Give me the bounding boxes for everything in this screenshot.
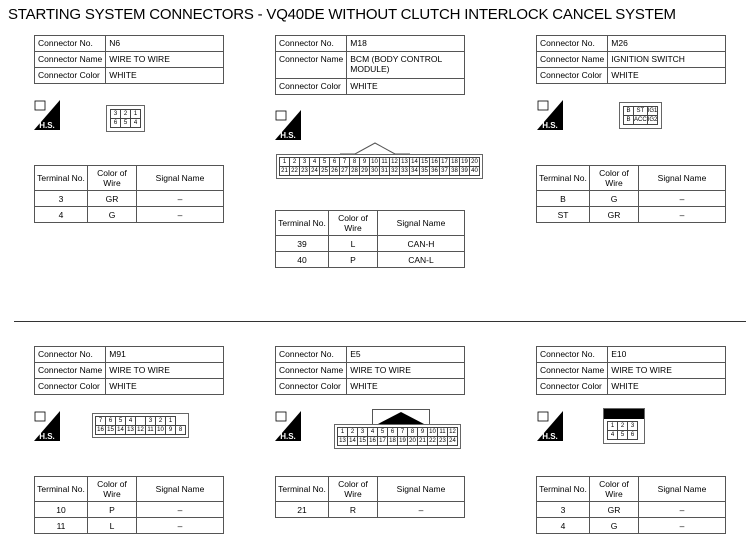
pin: 1 (166, 417, 176, 426)
wire-color: R (329, 502, 378, 518)
connector-name-label: Connector Name (537, 363, 608, 379)
pin: 14 (117, 427, 124, 433)
pin: 16 (97, 427, 104, 433)
pin: 8 (176, 426, 186, 435)
signal-name-header: Signal Name (378, 211, 465, 236)
pin: 18 (451, 159, 458, 165)
section-divider (14, 321, 746, 322)
connector-face-m18 (276, 154, 483, 179)
pin: 22 (291, 168, 298, 174)
pin: 31 (381, 168, 388, 174)
harness-side-icon (34, 100, 60, 130)
terminal-no: 21 (276, 502, 329, 518)
signal-name: – (639, 502, 726, 518)
connector-info-table (275, 346, 465, 395)
connector-no-value: M91 (106, 347, 224, 363)
pin: 6 (111, 119, 121, 128)
wire-color: GR (590, 207, 639, 223)
connector-color-label: Connector Color (276, 379, 347, 395)
pin-grid (95, 416, 186, 435)
pin: IG2 (647, 117, 658, 123)
connector-face-n6 (106, 105, 145, 132)
table-row (35, 207, 224, 223)
pin: 37 (441, 168, 448, 174)
connector-no-value: E10 (608, 347, 726, 363)
signal-name-header: Signal Name (378, 477, 465, 502)
terminal-table-m91 (34, 476, 224, 534)
pin: 11 (439, 429, 446, 435)
pin: 38 (451, 168, 458, 174)
pin: 23 (439, 438, 446, 444)
connector-info-table (34, 346, 224, 395)
pin: 6 (388, 428, 398, 437)
terminal-no: 11 (35, 518, 88, 534)
pin: B (624, 107, 634, 116)
pin: 30 (371, 168, 378, 174)
connector-no-value: M26 (608, 36, 726, 52)
pin: 4 (126, 417, 136, 426)
table-row (537, 207, 726, 223)
connector-block-m91 (34, 346, 224, 395)
signal-name-header: Signal Name (639, 166, 726, 191)
pin: 29 (361, 168, 368, 174)
pin-grid (110, 109, 141, 128)
harness-side-icon (537, 100, 563, 130)
pin-grid (279, 157, 480, 176)
pin: 15 (421, 159, 428, 165)
pin: 6 (628, 431, 638, 440)
wire-color: P (329, 252, 378, 268)
wire-color: GR (590, 502, 639, 518)
connector-name-value: WIRE TO WIRE (106, 363, 224, 379)
connector-color-label: Connector Color (537, 68, 608, 84)
terminal-table-n6 (34, 165, 224, 223)
pin: 14 (349, 438, 356, 444)
pin: 7 (398, 428, 408, 437)
signal-name: – (137, 502, 224, 518)
connector-no-label: Connector No. (35, 347, 106, 363)
harness-side-icon (537, 411, 563, 441)
pin: 13 (401, 159, 408, 165)
pin: 3 (628, 422, 638, 431)
table-row (276, 252, 465, 268)
pin: 10 (371, 159, 378, 165)
connector-name-value: WIRE TO WIRE (106, 52, 224, 68)
pin: 8 (350, 158, 360, 167)
connector-face-m91 (92, 413, 189, 438)
connector-color-label: Connector Color (35, 68, 106, 84)
connector-block-e5 (275, 346, 465, 395)
pin: 2 (290, 158, 300, 167)
connector-name-label: Connector Name (537, 52, 608, 68)
pin: 3 (300, 158, 310, 167)
pin: 15 (359, 438, 366, 444)
pin: 33 (401, 168, 408, 174)
pin: 28 (351, 168, 358, 174)
connector-latch (340, 141, 410, 155)
pin: 10 (157, 427, 164, 433)
connector-latch (604, 409, 644, 419)
pin: 24 (311, 168, 318, 174)
hs-label: H.S. (542, 432, 558, 441)
connector-no-label: Connector No. (35, 36, 106, 52)
connector-info-table (34, 35, 224, 84)
terminal-no-header: Terminal No. (537, 477, 590, 502)
pin: 11 (381, 159, 388, 165)
terminal-no-header: Terminal No. (35, 477, 88, 502)
pin: 39 (461, 168, 468, 174)
pin: 5 (320, 158, 330, 167)
pin: 3 (111, 110, 121, 119)
pin: 21 (281, 168, 288, 174)
pin: 32 (391, 168, 398, 174)
table-row (537, 518, 726, 534)
terminal-no-header: Terminal No. (35, 166, 88, 191)
terminal-no: 3 (35, 191, 88, 207)
pin: 11 (147, 427, 154, 433)
pin: 15 (107, 427, 114, 433)
pin: 2 (618, 422, 628, 431)
connector-name-label: Connector Name (35, 52, 106, 68)
pin: 5 (116, 417, 126, 426)
signal-name: – (639, 191, 726, 207)
harness-side-icon (34, 411, 60, 441)
pin: 1 (280, 158, 290, 167)
pin: 17 (441, 159, 448, 165)
pin (136, 417, 146, 426)
connector-color-value: WHITE (608, 68, 726, 84)
connector-name-value: WIRE TO WIRE (608, 363, 726, 379)
pin: 4 (310, 158, 320, 167)
hs-label: H.S. (39, 432, 55, 441)
wire-color: G (88, 207, 137, 223)
pin: 8 (408, 428, 418, 437)
pin: 2 (348, 428, 358, 437)
connector-block-n6 (34, 35, 224, 84)
pin: 24 (449, 438, 456, 444)
harness-side-icon (275, 110, 301, 140)
pin: ST (634, 107, 648, 116)
pin: 6 (106, 417, 116, 426)
pin: 36 (431, 168, 438, 174)
signal-name: – (378, 502, 465, 518)
connector-color-value: WHITE (608, 379, 726, 395)
connector-color-value: WHITE (106, 68, 224, 84)
terminal-no: 39 (276, 236, 329, 252)
terminal-table-m26 (536, 165, 726, 223)
terminal-table-e5 (275, 476, 465, 518)
connector-name-value: IGNITION SWITCH (608, 52, 726, 68)
pin: 4 (368, 428, 378, 437)
pin: 12 (391, 159, 398, 165)
terminal-no: 3 (537, 502, 590, 518)
signal-name: CAN-H (378, 236, 465, 252)
table-row (35, 502, 224, 518)
connector-no-label: Connector No. (276, 347, 347, 363)
connector-color-label: Connector Color (35, 379, 106, 395)
connector-color-value: WHITE (347, 379, 465, 395)
connector-latch (372, 409, 430, 425)
pin: 26 (331, 168, 338, 174)
connector-no-label: Connector No. (537, 347, 608, 363)
pin: 40 (471, 168, 478, 174)
terminal-table-e10 (536, 476, 726, 534)
signal-name: – (137, 207, 224, 223)
pin: 27 (341, 168, 348, 174)
terminal-no-header: Terminal No. (537, 166, 590, 191)
terminal-no-header: Terminal No. (276, 211, 329, 236)
connector-block-m18 (275, 35, 465, 95)
table-row (276, 236, 465, 252)
pin: 7 (340, 158, 350, 167)
table-row (276, 502, 465, 518)
connector-info-table (536, 346, 726, 395)
terminal-no: 4 (35, 207, 88, 223)
pin: 5 (618, 431, 628, 440)
signal-name-header: Signal Name (137, 477, 224, 502)
pin: 3 (358, 428, 368, 437)
pin: 9 (166, 426, 176, 435)
connector-name-value: BCM (BODY CONTROL MODULE) (347, 52, 465, 79)
pin: 19 (399, 438, 406, 444)
signal-name: CAN-L (378, 252, 465, 268)
table-row (35, 191, 224, 207)
connector-name-label: Connector Name (276, 52, 347, 79)
connector-no-value: M18 (347, 36, 465, 52)
wire-color: G (590, 518, 639, 534)
table-row (537, 191, 726, 207)
pin-grid (607, 421, 638, 440)
terminal-no: 40 (276, 252, 329, 268)
terminal-no: ST (537, 207, 590, 223)
hs-label: H.S. (542, 121, 558, 130)
pin: 13 (339, 438, 346, 444)
wire-color-header: Color of Wire (88, 166, 137, 191)
connector-no-label: Connector No. (276, 36, 347, 52)
wire-color-header: Color of Wire (329, 477, 378, 502)
pin: 17 (379, 438, 386, 444)
pin: 34 (411, 168, 418, 174)
pin: 12 (449, 429, 456, 435)
pin: 5 (378, 428, 388, 437)
pin: 16 (369, 438, 376, 444)
wire-color: GR (88, 191, 137, 207)
pin: 16 (431, 159, 438, 165)
wire-color: P (88, 502, 137, 518)
harness-side-icon (275, 411, 301, 441)
terminal-no: 4 (537, 518, 590, 534)
hs-label: H.S. (280, 131, 296, 140)
wire-color-header: Color of Wire (88, 477, 137, 502)
connector-no-label: Connector No. (537, 36, 608, 52)
pin: 12 (137, 427, 144, 433)
signal-name: – (137, 191, 224, 207)
pin: 22 (429, 438, 436, 444)
pin-grid (623, 106, 658, 125)
signal-name-header: Signal Name (137, 166, 224, 191)
connector-info-table (275, 35, 465, 95)
pin: 3 (146, 417, 156, 426)
wire-color: L (329, 236, 378, 252)
pin: 14 (411, 159, 418, 165)
signal-name: – (639, 518, 726, 534)
wire-color-header: Color of Wire (590, 166, 639, 191)
pin: 19 (461, 159, 468, 165)
connector-color-label: Connector Color (537, 379, 608, 395)
wire-color: L (88, 518, 137, 534)
pin: 35 (421, 168, 428, 174)
hs-label: H.S. (280, 432, 296, 441)
connector-face-m26 (619, 102, 662, 129)
pin: 2 (156, 417, 166, 426)
pin: 9 (418, 428, 428, 437)
pin: 1 (131, 110, 141, 119)
pin: 10 (429, 429, 436, 435)
connector-block-m26 (536, 35, 726, 84)
pin: ACC (634, 117, 647, 123)
wire-color-header: Color of Wire (590, 477, 639, 502)
pin: 4 (131, 119, 141, 128)
pin: 18 (389, 438, 396, 444)
pin-grid (337, 427, 458, 446)
connector-color-value: WHITE (106, 379, 224, 395)
pin: 13 (127, 427, 134, 433)
terminal-no: B (537, 191, 590, 207)
connector-no-value: N6 (106, 36, 224, 52)
connector-no-value: E5 (347, 347, 465, 363)
terminal-table-m18 (275, 210, 465, 268)
connector-face-e5 (334, 424, 461, 449)
wire-color: G (590, 191, 639, 207)
pin: 20 (471, 159, 478, 165)
pin: 1 (338, 428, 348, 437)
pin: 1 (608, 422, 618, 431)
pin: 23 (301, 168, 308, 174)
signal-name-header: Signal Name (639, 477, 726, 502)
terminal-no-header: Terminal No. (276, 477, 329, 502)
pin: 7 (96, 417, 106, 426)
pin: 2 (121, 110, 131, 119)
connector-name-label: Connector Name (276, 363, 347, 379)
connector-name-value: WIRE TO WIRE (347, 363, 465, 379)
table-row (537, 502, 726, 518)
connector-color-label: Connector Color (276, 79, 347, 95)
pin: IG1 (647, 108, 658, 114)
signal-name: – (639, 207, 726, 223)
connector-color-value: WHITE (347, 79, 465, 95)
terminal-no: 10 (35, 502, 88, 518)
pin: B (624, 116, 634, 125)
pin: 20 (409, 438, 416, 444)
connector-face-e10 (603, 408, 645, 444)
page-title: STARTING SYSTEM CONNECTORS - VQ40DE WITHOUT CLUTCH INTERLOCK CANCEL SYSTEM (8, 6, 676, 23)
pin: 5 (121, 119, 131, 128)
pin: 9 (360, 158, 370, 167)
wire-color-header: Color of Wire (329, 211, 378, 236)
connector-name-label: Connector Name (35, 363, 106, 379)
connector-block-e10 (536, 346, 726, 395)
hs-label: H.S. (39, 121, 55, 130)
pin: 25 (321, 168, 328, 174)
table-row (35, 518, 224, 534)
signal-name: – (137, 518, 224, 534)
pin: 4 (608, 431, 618, 440)
connector-info-table (536, 35, 726, 84)
pin: 6 (330, 158, 340, 167)
pin: 21 (419, 438, 426, 444)
